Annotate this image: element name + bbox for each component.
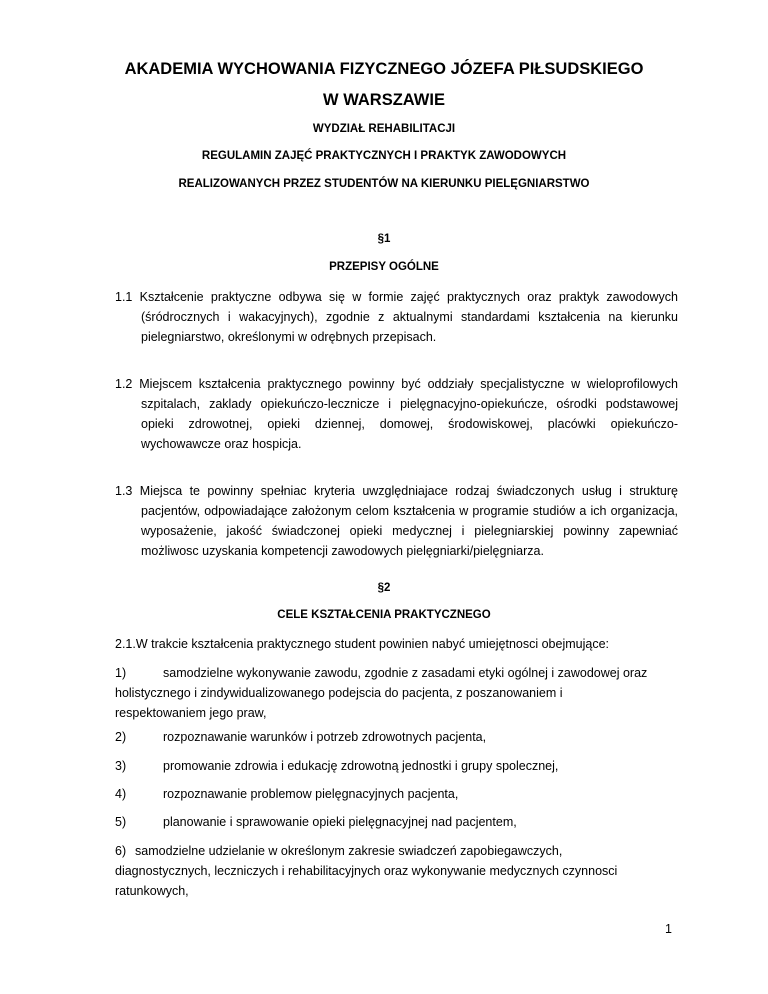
list-item — [115, 784, 678, 804]
document-title-line2: REALIZOWANYCH PRZEZ STUDENTÓW NA KIERUNKU PIELĘGNIARSTWO — [178, 178, 590, 190]
list-item-continuation: holistycznego i zindywidualizowanego podejscia do pacjenta, z poszanowaniem i — [115, 686, 563, 700]
institution-city: W WARSZAWIE — [323, 91, 445, 109]
list-item-text: rozpoznawanie warunków i potrzeb zdrowotnych pacjenta, — [163, 730, 487, 744]
list-item-continuation: ratunkowych, — [115, 884, 189, 898]
paragraph-1-2: 1.2 Miejscem kształcenia praktycznego powinny być oddziały specjalistyczne w wieloprofilowych szpitalach, zaklady opiekuńczo-lecznicze i pielęgnacyjno-opiekuńcze, ośrodki podstawowej opieki zdrowotnej, opieki dziennej, domowej, środowiskowej, placówki opiekuńczo-wychowawcze oraz hospicja. — [115, 377, 678, 451]
list-item — [115, 727, 678, 747]
list-item-number: 4) — [115, 787, 127, 801]
section1-number: §1 — [377, 233, 391, 245]
paragraph-1-1: 1.1 Kształcenie praktyczne odbywa się w formie zajęć praktycznych oraz praktyk zawodowych (śródrocznych i wakacyjnych), zgodnie z aktualnymi standardami kształcenia na kierunku pielegniarstwo, określonymi w odrębnych przepisach. — [115, 290, 678, 344]
list-item — [115, 812, 678, 832]
section1-heading: PRZEPISY OGÓLNE — [329, 261, 439, 273]
list-item-continuation: respektowaniem jego praw, — [115, 706, 267, 720]
list-item-text: rozpoznawanie problemow pielęgnacyjnych pacjenta, — [163, 787, 459, 801]
list-item-number: 3) — [115, 759, 127, 773]
list-item — [115, 663, 678, 723]
list-item-number: 1) — [115, 666, 127, 680]
section2-heading: CELE KSZTAŁCENIA PRAKTYCZNEGO — [277, 609, 491, 621]
page-number: 1 — [665, 922, 672, 936]
list-item-number: 5) — [115, 815, 127, 829]
list-item-text: planowanie i sprawowanie opieki pielęgnacyjnej nad pacjentem, — [163, 815, 517, 829]
list-item — [115, 841, 678, 901]
section2-number: §2 — [377, 582, 391, 594]
list-item-number: 2) — [115, 730, 127, 744]
list-item-text: promowanie zdrowia i edukację zdrowotną jednostki i grupy spolecznej, — [163, 759, 559, 773]
institution-name: AKADEMIA WYCHOWANIA FIZYCZNEGO JÓZEFA PIŁSUDSKIEGO — [124, 60, 644, 78]
list-item-continuation: diagnostycznych, leczniczych i rehabilitacyjnych oraz wykonywanie medycznych czynnosci — [115, 864, 618, 878]
list-item-number: 6) — [115, 844, 127, 858]
section2-intro: 2.1.W trakcie kształcenia praktycznego student powinien nabyć umiejętnosci obejmujące: — [115, 637, 610, 651]
list-item — [115, 756, 678, 776]
paragraph-1-3: 1.3 Miejsca te powinny spełniac kryteria uwzględniajace rodzaj świadczonych usług i strukturę pacjentów, odpowiadające założonym celom kształcenia w programie studiów a ich organizacja, wyposażenie, jakość świadczonej opieki medycznej i pielegniarskiej powinny zapewniać możliwosc uzyskania kompetencji zawodowych pielęgniarki/pielęgniarza. — [115, 484, 678, 558]
document-title-line1: REGULAMIN ZAJĘĆ PRAKTYCZNYCH I PRAKTYK ZAWODOWYCH — [201, 150, 567, 162]
faculty-name: WYDZIAŁ REHABILITACJI — [312, 123, 456, 135]
list-item-text: samodzielne wykonywanie zawodu, zgodnie z zasadami etyki ogólnej i zawodowej oraz — [163, 666, 648, 680]
list-item-text: samodzielne udzielanie w określonym zakresie swiadczeń zapobiegawczych, — [135, 844, 563, 858]
